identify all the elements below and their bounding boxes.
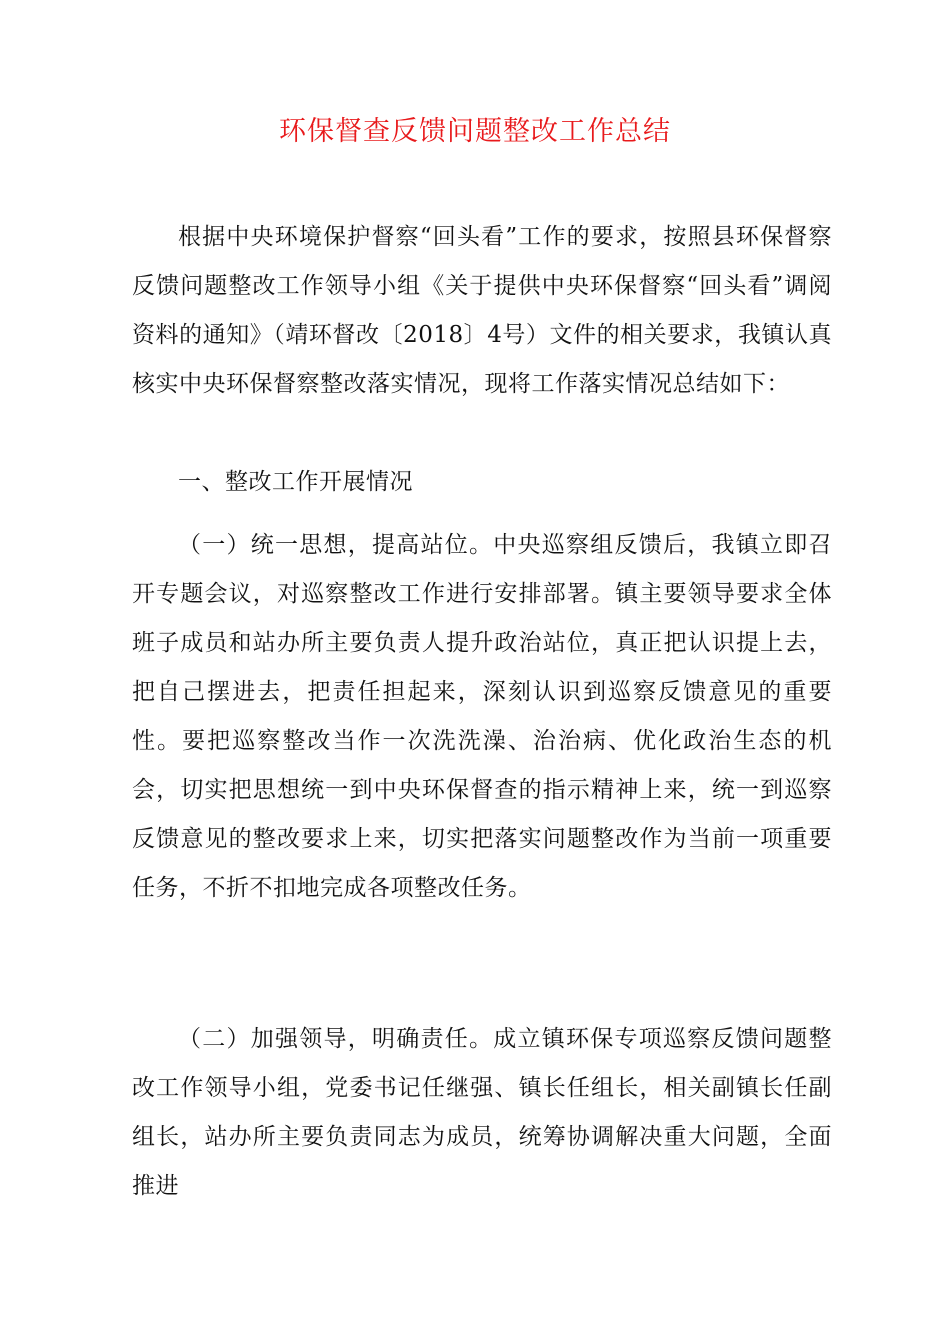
paragraph-unify-thinking: （一）统一思想，提高站位。中央巡察组反馈后，我镇立即召开专题会议，对巡察整改工作进行安排部署。镇主要领导要求全体班子成员和站办所主要负责人提升政治站位，真正把认识提上去，把自己摆进去，把责任担起来，深刻认识到巡察反馈意见的重要性。要把巡察整改当作一次洗洗澡、治治病、优化政治生态的机会，切实把思想统一到中央环保督查的指示精神上来，统一到巡察反馈意见的整改要求上来，切实把落实问题整改作为当前一项重要任务，不折不扣地完成各项整改任务。 — [132, 532, 832, 901]
document-title: 环保督查反馈问题整改工作总结 — [279, 116, 671, 147]
intro-paragraph: 根据中央环境保护督察“回头看”工作的要求，按照县环保督察反馈问题整改工作领导小组《关于提供中央环保督察“回头看”调阅资料的通知》（靖环督改〔2018〕4号）文件的相关要求，我镇认真核实中央环保督察整改落实情况，现将工作落实情况总结如下： — [132, 224, 832, 397]
paragraph-strengthen-leadership: （二）加强领导，明确责任。成立镇环保专项巡察反馈问题整改工作领导小组，党委书记任继强、镇长任组长，相关副镇长任副组长，站办所主要负责同志为成员，统筹协调解决重大问题，全面推进 — [132, 1026, 832, 1199]
section-heading: 一、整改工作开展情况 — [178, 469, 413, 495]
